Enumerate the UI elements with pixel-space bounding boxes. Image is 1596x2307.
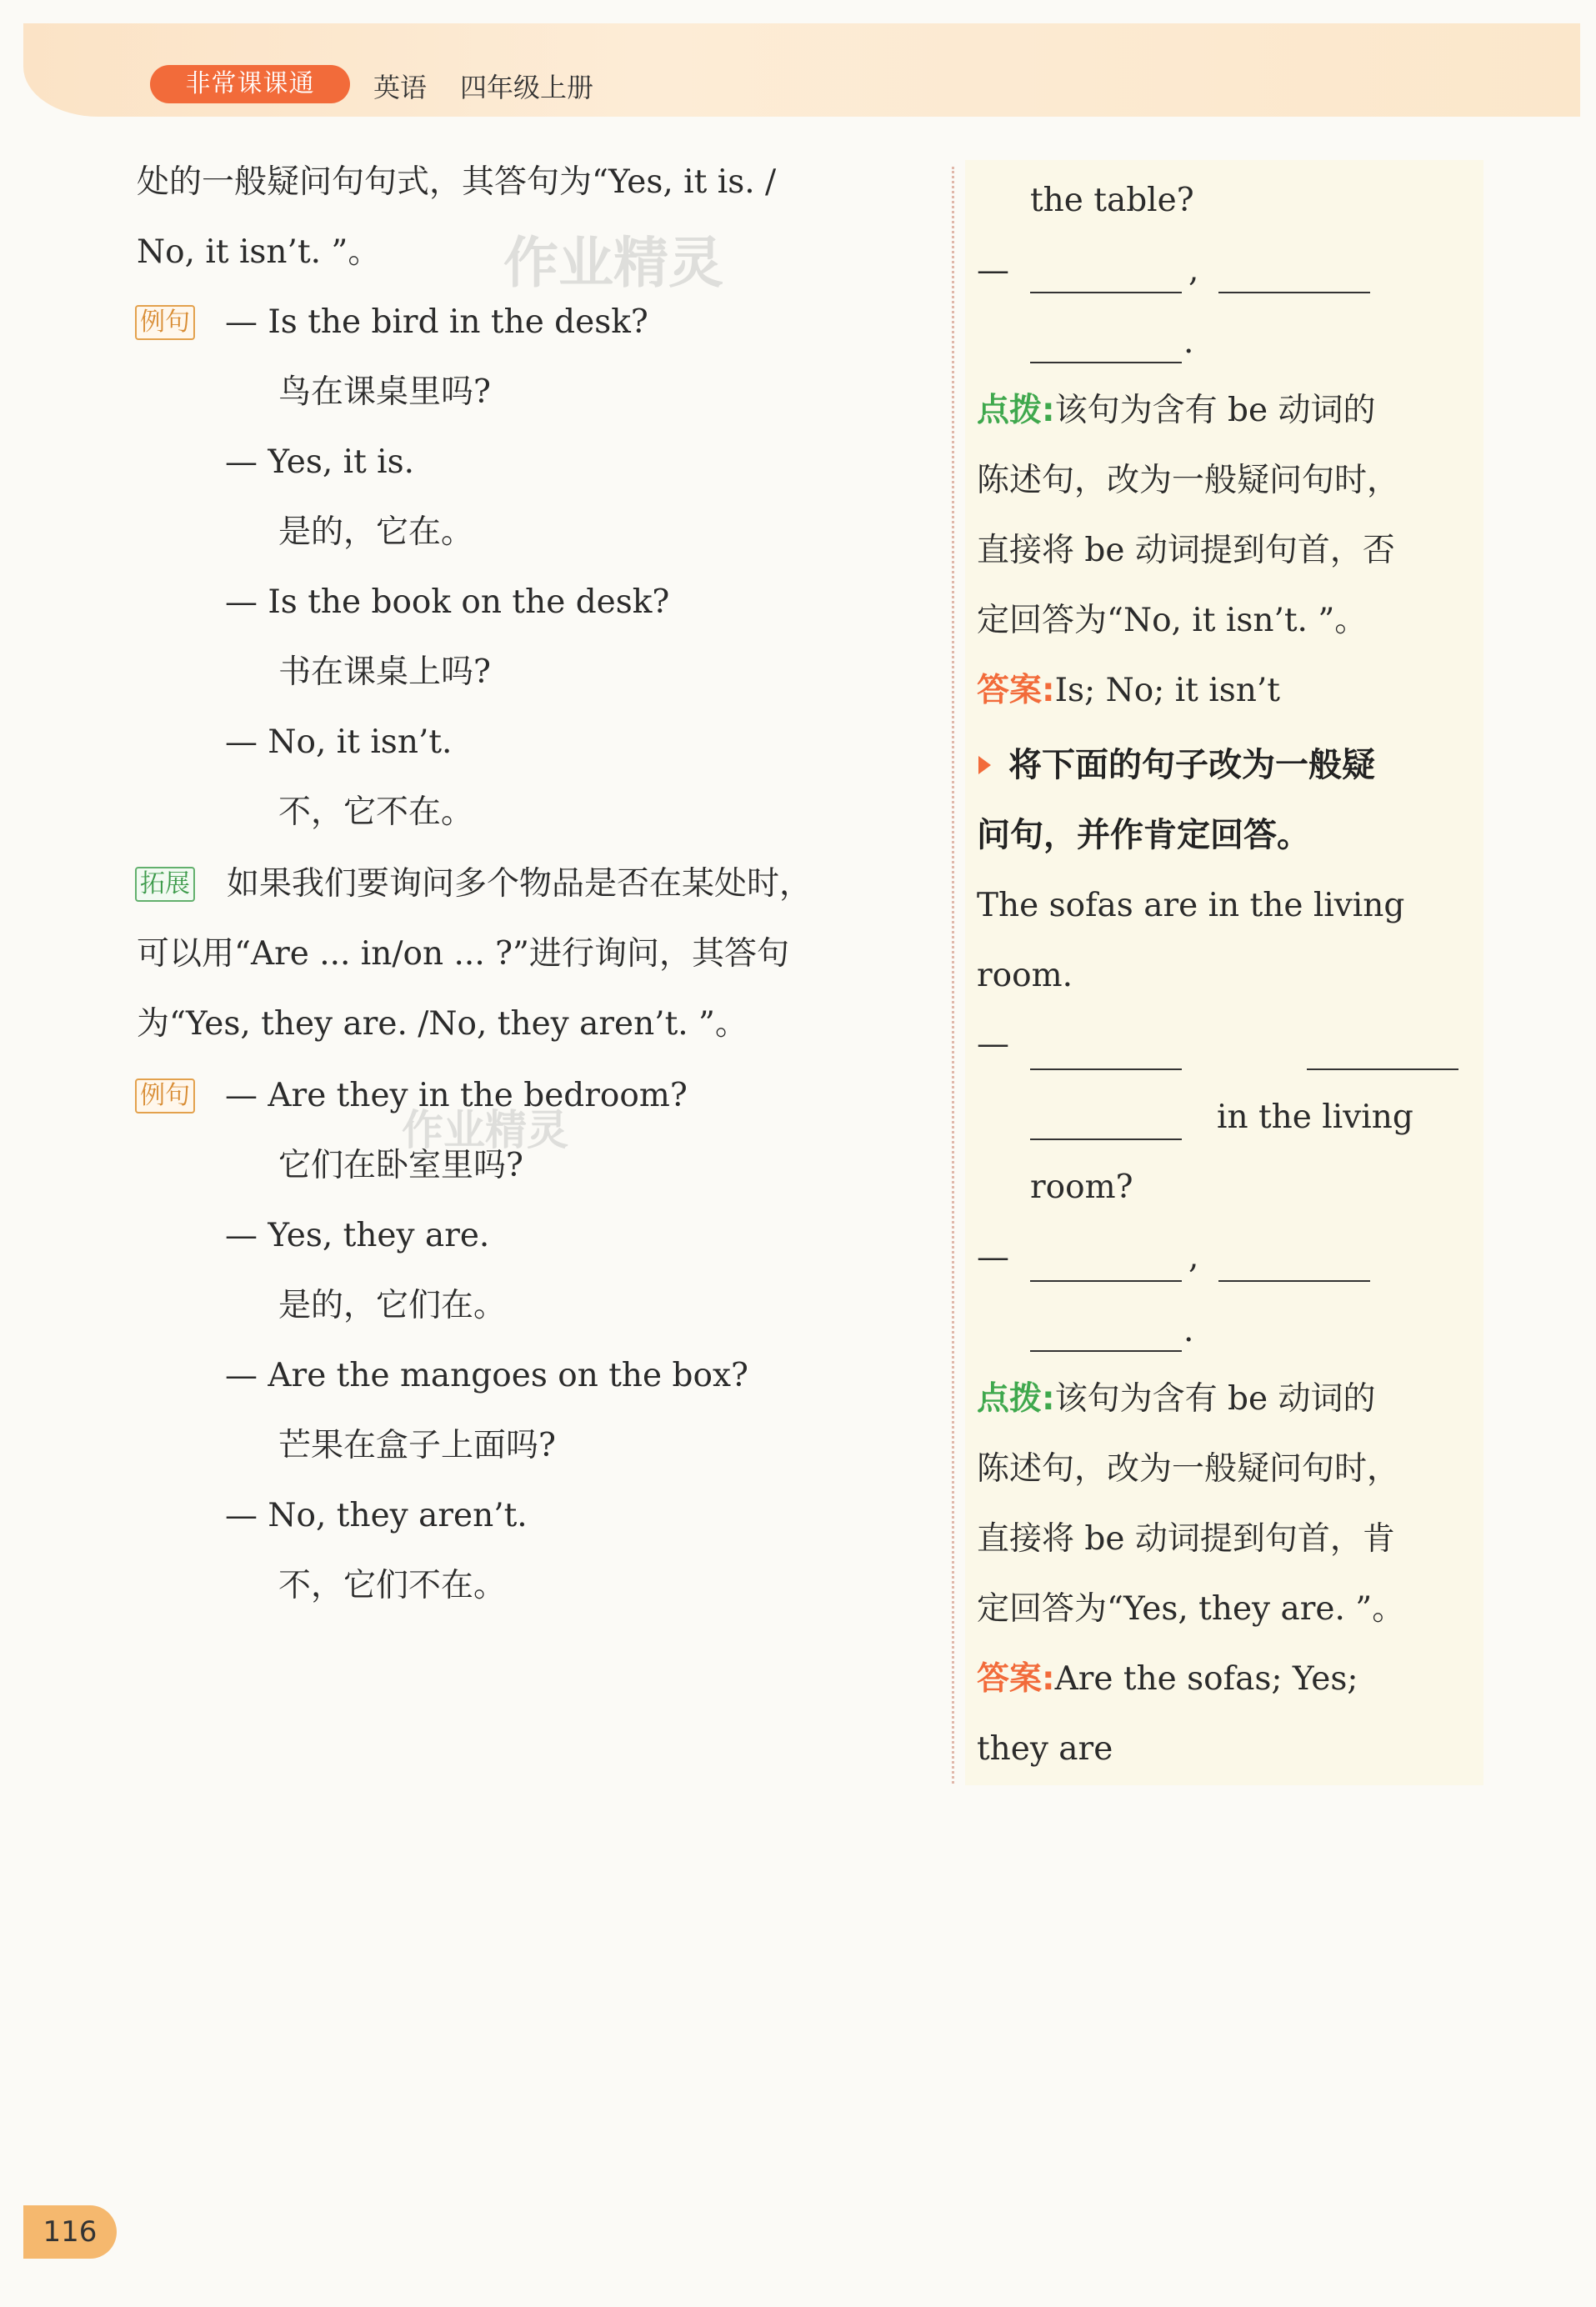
answer-blank[interactable] (1307, 1068, 1458, 1070)
question-1-tail: the table? (1030, 182, 1194, 219)
example-translation: 不，它们不在。 (278, 1567, 507, 1604)
extend-line-3: 为“Yes, they are. /No, they aren’t. ”。 (137, 1005, 748, 1043)
answer-label: 答案: (977, 672, 1055, 709)
extend-tag: 拓展 (135, 867, 195, 902)
hint-1-line-1: 点拨:该句为含有 be 动词的 (977, 392, 1376, 429)
watermark: 作业精灵 (503, 231, 723, 295)
answer-blank[interactable] (1030, 1068, 1182, 1070)
hint-2-line-1: 点拨:该句为含有 be 动词的 (977, 1380, 1376, 1418)
answer-blank[interactable] (1030, 1280, 1182, 1282)
example-line: — Is the book on the desk? (225, 583, 670, 621)
comma: , (1188, 1239, 1199, 1276)
hint-1-line-4: 定回答为“No, it isn’t. ”。 (977, 602, 1368, 639)
intro-line-2: No, it isn’t. ”。 (137, 233, 381, 271)
example-line: — Yes, they are. (225, 1217, 490, 1254)
period: . (1183, 323, 1194, 361)
example-tag: 例句 (135, 305, 195, 340)
triangle-bullet-icon (978, 756, 991, 774)
answer-1: 答案:Is; No; it isn’t (977, 672, 1280, 709)
answer-2-line-2: they are (977, 1730, 1113, 1768)
hint-2-line-2: 陈述句，改为一般疑问句时， (977, 1450, 1400, 1488)
answer-blank[interactable] (1218, 1280, 1370, 1282)
example-tag: 例句 (135, 1078, 195, 1113)
answer-dash: — (977, 252, 1009, 289)
example-translation: 是的，它在。 (278, 513, 474, 551)
answer-blank[interactable] (1030, 362, 1182, 363)
extend-line-1: 如果我们要询问多个物品是否在某处时， (227, 865, 813, 903)
example-translation: 是的，它们在。 (278, 1287, 507, 1324)
hint-2-line-3: 直接将 be 动词提到句首，肯 (977, 1520, 1395, 1558)
answer-dash: — (977, 1025, 1009, 1063)
question-2-mid: in the living (1217, 1098, 1413, 1136)
brand-badge: 非常课课通 (150, 65, 350, 103)
example-line: — Yes, it is. (225, 443, 415, 481)
task-line-1: 将下面的句子改为一般疑 (1008, 746, 1375, 784)
hint-label: 点拨: (977, 392, 1055, 429)
example-translation: 它们在卧室里吗? (278, 1147, 523, 1184)
answer-blank[interactable] (1030, 292, 1182, 293)
example-line: — No, it isn’t. (225, 723, 453, 761)
example-translation: 书在课桌上吗? (278, 653, 491, 691)
sentence-line-1: The sofas are in the living (977, 887, 1405, 924)
hint-2-line-4: 定回答为“Yes, they are. ”。 (977, 1590, 1405, 1628)
comma: , (1188, 252, 1199, 289)
example-line: — Are they in the bedroom? (225, 1077, 688, 1114)
hint-1-line-2: 陈述句，改为一般疑问句时， (977, 462, 1400, 499)
subject-label: 英语 (373, 72, 428, 103)
answer-blank[interactable] (1218, 292, 1370, 293)
example-line: — Is the bird in the desk? (225, 303, 648, 341)
grade-label: 四年级上册 (460, 72, 594, 103)
answer-dash: — (977, 1239, 1009, 1276)
extend-line-2: 可以用“Are ... in/on ... ?”进行询问，其答句 (137, 935, 789, 973)
hint-label: 点拨: (977, 1380, 1055, 1418)
page-number: 116 (23, 2205, 117, 2259)
example-translation: 不，它不在。 (278, 793, 474, 831)
period: . (1183, 1312, 1194, 1349)
example-line: — No, they aren’t. (225, 1497, 528, 1534)
answer-blank[interactable] (1030, 1350, 1182, 1352)
example-translation: 芒果在盒子上面吗? (278, 1427, 556, 1464)
intro-line-1: 处的一般疑问句句式，其答句为“Yes, it is. / (137, 163, 777, 201)
answer-label: 答案: (977, 1660, 1055, 1698)
example-translation: 鸟在课桌里吗? (278, 373, 491, 411)
example-line: — Are the mangoes on the box? (225, 1357, 748, 1394)
answer-2-line-1: 答案:Are the sofas; Yes; (977, 1660, 1358, 1698)
watermark: 作业精灵 (402, 1106, 568, 1154)
column-divider (952, 167, 954, 1784)
hint-1-line-3: 直接将 be 动词提到句首，否 (977, 532, 1395, 569)
task-line-2: 问句，并作肯定回答。 (977, 816, 1310, 854)
sentence-line-2: room. (977, 957, 1073, 994)
question-2-tail: room? (1030, 1169, 1133, 1206)
answer-blank[interactable] (1030, 1138, 1182, 1140)
